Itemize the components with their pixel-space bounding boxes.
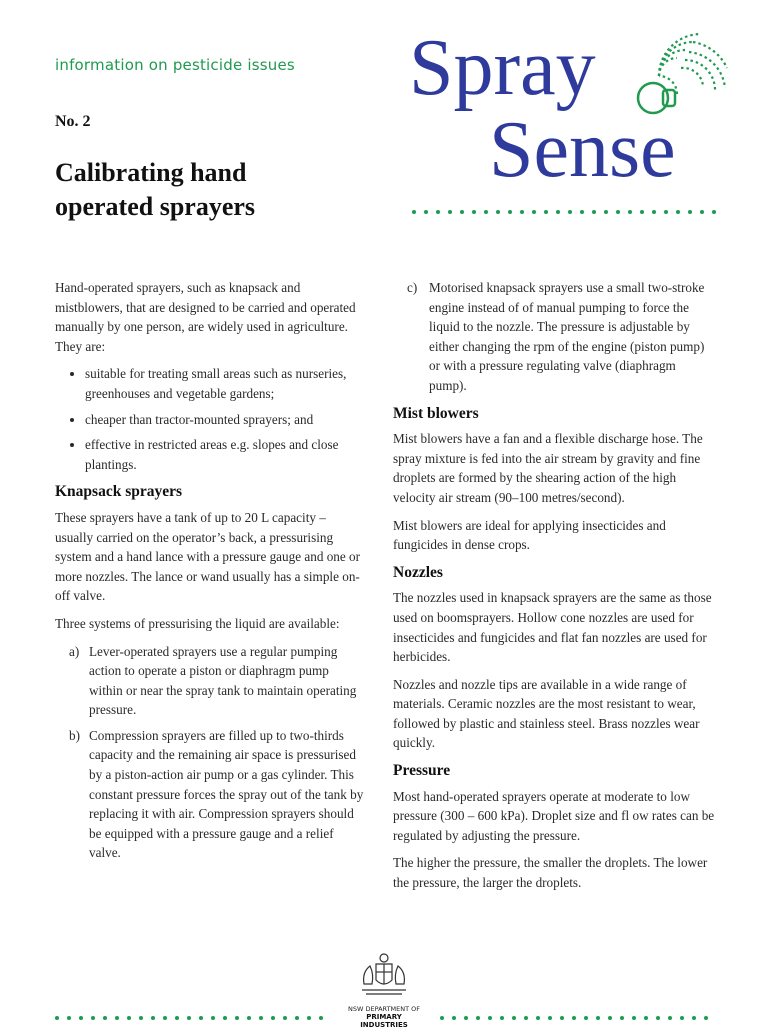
- rule-dot: [151, 1016, 155, 1020]
- pressure-heading: Pressure: [393, 762, 451, 780]
- knapsack-heading: Knapsack sprayers: [55, 483, 183, 501]
- pressure-paragraph-2: The higher the pressure, the smaller the droplets. The lower the pressure, the larger the droplets.: [393, 855, 708, 891]
- rule-dot: [512, 1016, 516, 1020]
- coat-of-arms-icon: [356, 950, 412, 998]
- list-item-text: Motorised knapsack sprayers use a small two-stroke engine instead of of manual pumping to force the liquid to the nozzle. The pressure is adjustable by either changing the rpm of the engine (piston pump) or with a pressure regulating valve (diaphragm pump).: [429, 280, 705, 393]
- rule-dot: [247, 1016, 251, 1020]
- rule-dot: [544, 210, 548, 214]
- rule-dot: [211, 1016, 215, 1020]
- rule-dot: [700, 210, 704, 214]
- rule-dot: [223, 1016, 227, 1020]
- department-line-2: PRIMARY INDUSTRIES: [360, 1013, 408, 1029]
- rule-dot: [608, 1016, 612, 1020]
- rule-dot: [712, 210, 716, 214]
- rule-dot: [704, 1016, 708, 1020]
- rule-dot: [596, 1016, 600, 1020]
- rule-dot: [520, 210, 524, 214]
- rule-dot: [616, 210, 620, 214]
- list-item: [393, 278, 715, 396]
- rule-dot: [668, 1016, 672, 1020]
- rule-dot: [163, 1016, 167, 1020]
- left-column: [55, 278, 365, 871]
- logo-word-sense: Sense: [489, 106, 676, 194]
- rule-dot: [115, 1016, 119, 1020]
- rule-dot: [680, 1016, 684, 1020]
- title-line-1: Calibrating hand: [55, 158, 247, 187]
- rule-dot: [476, 1016, 480, 1020]
- title-line-2: operated sprayers: [55, 192, 256, 221]
- rule-dot: [319, 1016, 323, 1020]
- tagline-on: on: [148, 56, 168, 74]
- tagline-pesticide: pesticide: [172, 56, 243, 74]
- list-item-label: a): [69, 643, 80, 659]
- header-dotted-rule: [412, 210, 718, 214]
- rule-dot: [584, 1016, 588, 1020]
- rule-dot: [452, 1016, 456, 1020]
- document-title: [55, 156, 355, 224]
- knapsack-paragraph-1: These sprayers have a tank of up to 20 L capacity – usually carried on the operator’s back, a pressurising system and a hand lance with a pressure gauge and one or more nozzles. The lance or wand usually has a simple on-off valve.: [55, 509, 361, 604]
- rule-dot: [572, 1016, 576, 1020]
- spray-sense-logo: [405, 24, 725, 228]
- rule-dot: [488, 1016, 492, 1020]
- rule-dot: [199, 1016, 203, 1020]
- mist-blowers-heading: Mist blowers: [393, 404, 479, 422]
- rule-dot: [496, 210, 500, 214]
- rule-dot: [460, 210, 464, 214]
- pressure-paragraph-1: Most hand-operated sprayers operate at moderate to low pressure (300 – 600 kPa). Droplet size and fl ow rates can be regulated by adjusting the pressure.: [393, 788, 715, 843]
- tagline: [55, 56, 295, 74]
- logo-word-spray: Spray: [409, 24, 596, 112]
- nsw-dpi-logo: [346, 950, 422, 1029]
- issue-number: No. 2: [55, 113, 91, 130]
- rule-dot: [532, 210, 536, 214]
- rule-dot: [656, 1016, 660, 1020]
- rule-dot: [295, 1016, 299, 1020]
- mist-paragraph-1: Mist blowers have a fan and a flexible discharge hose. The spray mixture is fed into the air stream by gravity and fine droplets are formed by the shearing action of the high velocity air stream (90–100 metres/second).: [393, 431, 703, 505]
- sprayer-benefits-list: [55, 364, 365, 474]
- rule-dot: [688, 210, 692, 214]
- list-item-label: c): [407, 280, 418, 295]
- rule-dot: [692, 1016, 696, 1020]
- department-line-1: NSW DEPARTMENT OF: [347, 1005, 421, 1013]
- tagline-information: information: [55, 56, 144, 74]
- rule-dot: [556, 210, 560, 214]
- rule-dot: [640, 210, 644, 214]
- knapsack-paragraph-2: Three systems of pressurising the liquid are available:: [55, 615, 340, 631]
- pressurising-systems-list: [55, 642, 365, 864]
- list-item-text: Compression sprayers are filled up to two-thirds capacity and the remaining air space is pressurised by a piston-action air pump or a gas cylinder. This constant pressure forces the spray out of the tank by replacing it with air. Compression sprayers should be equipped with a pressure gauge and a relief valve.: [89, 727, 364, 861]
- rule-dot: [524, 1016, 528, 1020]
- rule-dot: [235, 1016, 239, 1020]
- rule-dot: [472, 210, 476, 214]
- nozzles-heading: Nozzles: [393, 563, 443, 581]
- rule-dot: [307, 1016, 311, 1020]
- list-item: • cheaper than tractor-mounted sprayers; and: [85, 410, 365, 430]
- rule-dot: [568, 210, 572, 214]
- rule-dot: [548, 1016, 552, 1020]
- rule-dot: [664, 210, 668, 214]
- rule-dot: [127, 1016, 131, 1020]
- footer-dotted-rule-left: [55, 1016, 331, 1020]
- rule-dot: [676, 210, 680, 214]
- rule-dot: [175, 1016, 179, 1020]
- rule-dot: [412, 210, 416, 214]
- rule-dot: [103, 1016, 107, 1020]
- list-item: [55, 642, 365, 720]
- rule-dot: [259, 1016, 263, 1020]
- rule-dot: [464, 1016, 468, 1020]
- list-item: [55, 726, 365, 863]
- rule-dot: [187, 1016, 191, 1020]
- rule-dot: [283, 1016, 287, 1020]
- rule-dot: [592, 210, 596, 214]
- rule-dot: [628, 210, 632, 214]
- rule-dot: [79, 1016, 83, 1020]
- rule-dot: [139, 1016, 143, 1020]
- list-item: • suitable for treating small areas such as nurseries, greenhouses and vegetable gardens;: [85, 364, 365, 403]
- nozzles-paragraph-2: Nozzles and nozzle tips are available in a wide range of materials. Ceramic nozzles are the most resistant to wear, followed by plastic and stainless steel. Brass nozzles wear quickly.: [393, 676, 700, 751]
- rule-dot: [91, 1016, 95, 1020]
- list-item-text: Lever-operated sprayers use a regular pumping action to operate a piston or diaphragm pump within or near the spray tank to maintain operating pressure.: [89, 643, 357, 718]
- rule-dot: [424, 210, 428, 214]
- rule-dot: [652, 210, 656, 214]
- rule-dot: [448, 210, 452, 214]
- rule-dot: [484, 210, 488, 214]
- rule-dot: [436, 210, 440, 214]
- rule-dot: [644, 1016, 648, 1020]
- rule-dot: [536, 1016, 540, 1020]
- tagline-issues: issues: [247, 56, 295, 74]
- rule-dot: [440, 1016, 444, 1020]
- intro-paragraph: Hand-operated sprayers, such as knapsack and mistblowers, that are designed to be carried and operated manually by one person, are widely used in agriculture. They are:: [55, 280, 356, 354]
- right-column: [393, 278, 715, 901]
- list-item-label: b): [69, 727, 80, 743]
- nozzle-spray-icon: [619, 28, 729, 128]
- rule-dot: [560, 1016, 564, 1020]
- rule-dot: [500, 1016, 504, 1020]
- rule-dot: [620, 1016, 624, 1020]
- rule-dot: [580, 210, 584, 214]
- rule-dot: [604, 210, 608, 214]
- rule-dot: [271, 1016, 275, 1020]
- footer-dotted-rule-right: [440, 1016, 716, 1020]
- list-item: • effective in restricted areas e.g. slopes and close plantings.: [85, 435, 365, 474]
- mist-paragraph-2: Mist blowers are ideal for applying insecticides and fungicides in dense crops.: [393, 517, 666, 553]
- nozzles-paragraph-1: The nozzles used in knapsack sprayers are the same as those used on boomsprayers. Hollow cone nozzles are used for insecticides and fungicides and flat fan nozzles are used for herbicides.: [393, 590, 712, 665]
- pressurising-systems-list-continued: [393, 278, 715, 396]
- rule-dot: [508, 210, 512, 214]
- rule-dot: [632, 1016, 636, 1020]
- rule-dot: [55, 1016, 59, 1020]
- rule-dot: [67, 1016, 71, 1020]
